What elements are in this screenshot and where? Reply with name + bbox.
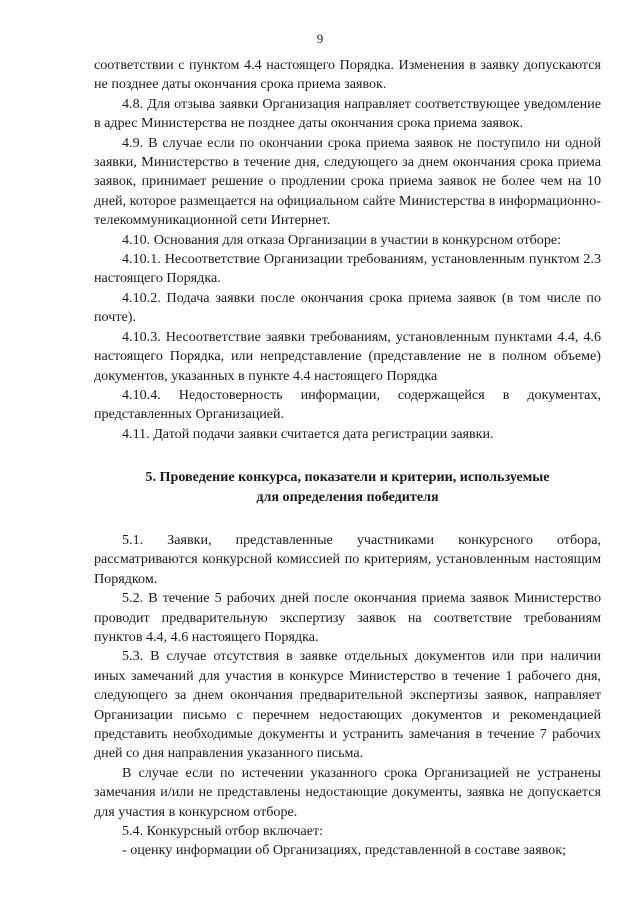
- list-item-info-assessment: - оценку информации об Организациях, представленной в составе заявок;: [122, 842, 567, 859]
- paragraph-4-10-3: 4.10.3. Несоответствие заявки требованиям, установленным пунктами 4.4, 4.6 настоящего Порядка, или непредставление (представление не в полном объеме) документов, указанных в пункте 4.4 настоящего Порядка: [94, 328, 601, 384]
- paragraph-5-3-continuation: В случае если по истечении указанного срока Организацией не устранены замечания и/или не представлены недостающие документы, заявка не допускается для участия в конкурсном отборе.: [94, 764, 601, 820]
- section-5-heading: [94, 468, 601, 507]
- paragraph-5-1: 5.1. Заявки, представленные участниками конкурсного отбора, рассматриваются конкурсной комиссией по критериям, установленным настоящим Порядком.: [94, 531, 601, 587]
- paragraph-5-2: 5.2. В течение 5 рабочих дней после окончания приема заявок Министерство проводит предварительную экспертизу заявок на соответствие требованиям пунктов 4.4, 4.6 настоящего Порядка.: [94, 590, 601, 645]
- paragraph-4-10: 4.10. Основания для отказа Организации в участии в конкурсном отборе:: [122, 231, 562, 248]
- paragraph-5-3: 5.3. В случае отсутствия в заявке отдельных документов или при наличии иных замечаний для участия в конкурсе Министерство в течение 1 рабочего дня, следующего за днем окончания предварительной экспертизы заявок, направляет Организации письмо с перечнем недостающих документов и рекомендацией представить необходимые документы и устранить замечания в течение 7 рабочих дней со дня направления указанного письма.: [94, 648, 601, 762]
- paragraph-5-4: 5.4. Конкурсный отбор включает:: [122, 823, 324, 840]
- paragraph-4-10-1: 4.10.1. Несоответствие Организации требованиям, установленным пунктом 2.3 настоящего Порядка.: [94, 251, 601, 287]
- paragraph-4-7-continuation: соответствии с пунктом 4.4 настоящего Порядка. Изменения в заявку допускаются не позднее даты окончания срока приема заявок.: [94, 57, 601, 93]
- paragraph-4-10-2: 4.10.2. Подача заявки после окончания срока приема заявок (в том числе по почте).: [94, 289, 601, 326]
- paragraph-4-11: 4.11. Датой подачи заявки считается дата регистрации заявки.: [122, 425, 494, 442]
- paragraph-4-10-4: 4.10.4. Недостоверность информации, содержащейся в документах, представленных Организацией.: [94, 386, 601, 423]
- document-body: [94, 56, 601, 861]
- paragraph-4-9: 4.9. В случае если по окончании срока приема заявок не поступило ни одной заявки, Министерство в течение дня, следующего за днем окончания срока приема заявок, принимает решение о продлении срока приема заявок не более чем на 10 дней, которое размещается на официальном сайте Министерства в информационно-телекоммуникационной сети Интернет.: [94, 134, 601, 229]
- page-number: 9: [316, 31, 324, 46]
- paragraph-4-8: 4.8. Для отзыва заявки Организация направляет соответствующее уведомление в адрес Министерства не позднее даты окончания срока приема заявок.: [94, 95, 601, 132]
- section-5-heading-line2: для определения победителя: [256, 488, 439, 505]
- section-5-heading-line1: 5. Проведение конкурса, показатели и критерии, используемые: [145, 469, 550, 486]
